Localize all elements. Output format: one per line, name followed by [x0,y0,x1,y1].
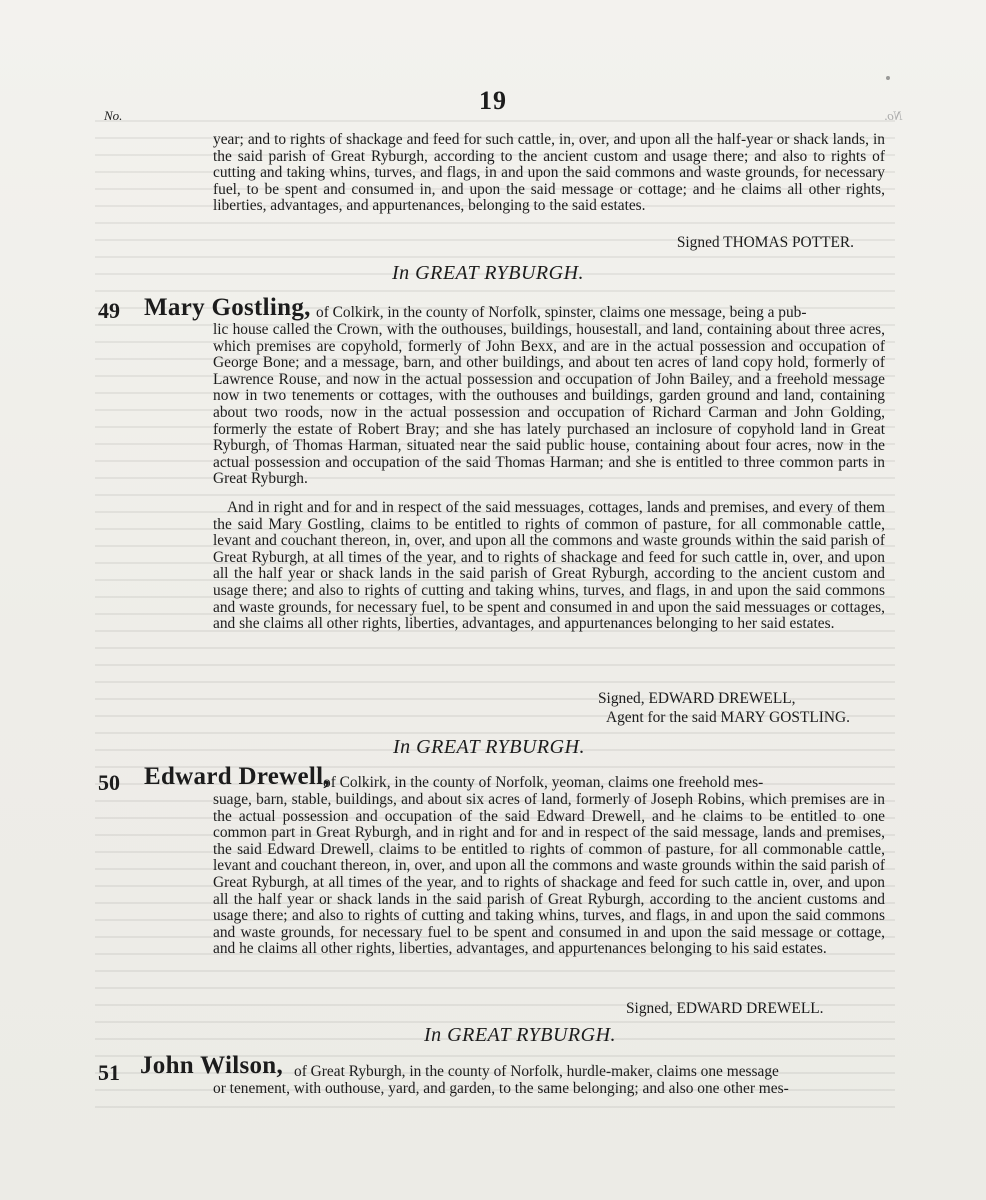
entry-50-paragraph: suage, barn, stable, buildings, and about six acres of land, formerly of Joseph Robins, which premises are in the actual possession and occupation of the said Edward Drewell, and he claims to be entitled to one common part in Great Ryburgh, and in right and for and in respect of the said message, lands and premises, the said Edward Drewell, claims to be entitled to rights of common of pasture, for all commonable cattle, levant and couchant thereon, in, over, and upon all the commons and waste grounds within the said parish of Great Ryburgh, at all times of the year, and to rights of shackage and feed for such cattle in, over, and upon all the half year or shack lands in the said parish of Great Ryburgh, according to the ancient customs and usage there; and also to rights of cutting and taking whins, turves, and flags, in and upon the said commons and waste grounds, for necessary fuel to be spent and consumed in and upon the said message or cottage, and he claims all other rights, liberties, advantages, and appurtenances belonging to his said estates. [213,791,885,958]
entry-49-body [213,322,885,633]
entry-51-paragraph: or tenement, with outhouse, yard, and garden, to the same belonging; and also one other mes- [213,1080,789,1097]
entry-51-number: 51 [98,1060,120,1085]
section-heading-1: In GREAT RYBURGH. [392,262,585,284]
signature-thomas-potter: Signed THOMAS POTTER. [676,234,854,251]
margin-label-right: No. [883,108,902,123]
entry-49-agent: Agent for the said MARY GOSTLING. [606,709,850,726]
entry-50-first-line: of Colkirk, in the county of Norfolk, yeoman, claims one freehold mes- [323,774,764,791]
continuation-text: year; and to rights of shackage and feed for such cattle, in, over, and upon all the half-year or shack lands, in the said parish of Great Ryburgh, according to the ancient custom and usage there; and also to rights of cutting and taking whins, turves, and flags, in and upon the said commons and waste grounds, for necessary fuel, to be spent and consumed in, and upon the said message or cottage; and he claims all other rights, liberties, advantages, and appurtenances, belonging to the said estates. [213,131,885,215]
entry-49-first-line: of Colkirk, in the county of Norfolk, spinster, claims one message, being a pub- [316,304,807,321]
page-number: 19 [479,86,507,115]
paper-speck [886,76,890,80]
entry-51-name: John Wilson, [140,1052,284,1079]
continuation-paragraph [213,132,885,215]
section-heading-2: In GREAT RYBURGH. [393,736,586,758]
entry-50-name: Edward Drewell, [144,763,330,790]
entry-49-name: Mary Gostling, [144,294,311,321]
entry-49-number: 49 [98,298,120,323]
entry-51-body [213,1081,885,1098]
entry-49-signature: Signed, EDWARD DREWELL, [598,690,796,707]
entry-49-paragraph-1: lic house called the Crown, with the outhouses, buildings, housestall, and land, containing about three acres, which premises are copyhold, formerly of John Bexx, and are in the actual possession and occupation of George Bone; and a message, barn, and other buildings, and about ten acres of land copy hold, formerly of Lawrence Rouse, and now in the actual possession and occupation of John Bailey, and a freehold message now in two tenements or cottages, with the outhouses and buildings, garden ground and land, containing about two roods, now in the actual possession and occupation of Richard Carman and John Golding, formerly the estate of Robert Bray; and she has lately purchased an inclosure of copyhold land in Great Ryburgh, of Thomas Harman, situated near the said public house, containing about four acres, now in the actual possession and occupation of the said Thomas Harman; and she is entitled to three common parts in Great Ryburgh. [213,321,885,488]
entry-50-signature: Signed, EDWARD DREWELL. [626,1000,824,1017]
entry-49-paragraph-2: And in right and for and in respect of the said messuages, cottages, lands and premises, and every of them the said Mary Gostling, claims to be entitled to rights of common of pasture, for all commonable cattle, levant and couchant thereon, in, over, and upon all the commons and waste grounds within the said parish of Great Ryburgh, at all times of the year, and to rights of shackage and feed for such cattle in, over, and upon all the half year or shack lands in the said parish of Great Ryburgh, according to the ancient custom and usage there; and also to rights of cutting and taking whins, turves, and flags, in and upon the said commons and waste grounds, for necessary fuel, to be spent and consumed in and upon the said messuages or cottages, and she claims all other rights, liberties, advantages, and appurtenances belonging to her said estates. [213,498,885,633]
entry-50-number: 50 [98,770,120,795]
entry-50-body [213,792,885,958]
section-heading-3: In GREAT RYBURGH. [424,1024,617,1046]
margin-label-left: No. [104,108,123,123]
entry-51-first-line: of Great Ryburgh, in the county of Norfolk, hurdle-maker, claims one message [294,1063,779,1080]
